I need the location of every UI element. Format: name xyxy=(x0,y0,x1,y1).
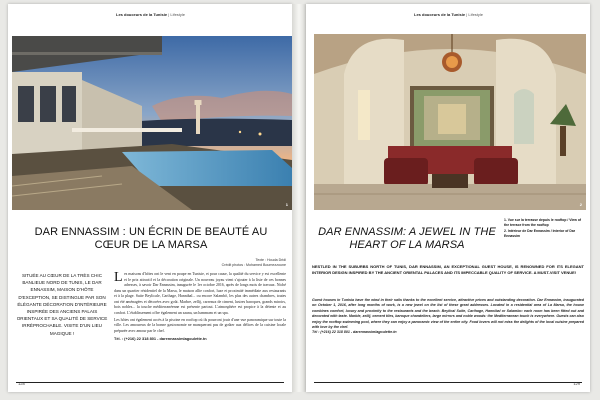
footer-rule xyxy=(314,382,582,383)
page-number-right: 129 xyxy=(573,381,580,386)
running-head-section: Les douceurs de la Tunisie xyxy=(414,12,466,17)
article-title-fr xyxy=(20,226,282,252)
figure-number: 2 xyxy=(579,202,582,207)
running-head-rubric: | Lifestyle xyxy=(466,12,484,17)
title-line-1: DAR ENNASSIM : UN ÉCRIN DE BEAUTÉ AU xyxy=(34,226,268,238)
title-line-2: CŒUR DE LA MARSA xyxy=(94,239,208,251)
body-text-fr xyxy=(114,272,286,343)
title-line-2: HEART OF LA MARSA xyxy=(349,239,465,251)
contact-line: Tél. : (+216) 22 318 801 - darennassimlagoulette.tn xyxy=(114,335,207,341)
interior-salon-photo xyxy=(314,34,586,210)
running-head-rubric: | Lifestyle xyxy=(168,12,186,17)
byline-photo: Crédit photos : Mohamed Boumezzoune xyxy=(221,263,286,267)
photo-captions xyxy=(504,218,584,240)
drop-cap: L xyxy=(114,270,123,285)
body-text-en xyxy=(312,298,584,336)
body-paragraph-1: es maisons d'hôtes ont le vent en poupe en Tunisie, et pour cause, la qualité du service y est excellente et le prix attractif et la décoration originale. Un nouveau joyau vient s'ajouter à la liste de ces bonnes adresses, à savoir Dar Ennassim, inaugurée le 1er octobre 2016, après de longs mois de travaux. Niché dans un quartier résidentiel de la Marsa, le maison allie confort, luxe et proximité immédiate aux restaurants et à la plage. Suite Beylicale, Carthage, Hannibal... ou encore Salambô, les plus des autres chambres, toutes ont été aménagées et décorées avec goût. Marbre, zellij, carreaux de ciment, lustres baroques, grands miroirs, bois nobles... la touche méditerranéenne est présente partout. L'atmosphère est propice à la détente et au confort. L'établissement offre également un sauna, un hammam et un spa. xyxy=(114,272,286,315)
lead-paragraph-en: NESTLED IN THE SUBURBS NORTH OF TUNIS, DAR ENNASSIM, AN EXCEPTIONAL GUEST HOUSE, IS RENOWNED FOR ITS ELEGANT INTERIOR DESIGN INSPIRED BY THE ANCIENT ORIENTAL PALACES AND ITS IMPECCABLE QUALITY OF SERVICE. A MUST-VISIT VENUE! xyxy=(312,264,584,276)
footer-rule xyxy=(16,382,284,383)
caption-2: 2. Intérieur de Dar Ennassim / Interior of Dar Ennassim xyxy=(504,229,576,238)
running-head-right xyxy=(414,12,483,17)
running-head-left xyxy=(116,12,185,17)
lead-paragraph-fr: SITUÉE AU CŒUR DE LA TRÈS CHIC BANLIEUE NORD DE TUNIS, LE DAR ENNASSIM, MAISON D'HÔTE D'EXCEPTION, SE DISTINGUE PAR SON ÉLÉGANTE DÉCORATION D'INTÉRIEURE INSPIRÉE DES ANCIENS PALAIS ORIENTAUX ET SA QUALITÉ DE SERVICE IRRÉPROCHABLE. VISITE D'UN LIEU MAGIQUE ! xyxy=(16,273,108,336)
figure-number: 1 xyxy=(285,202,288,207)
byline-text: Texte : Houda Dridi xyxy=(255,258,286,262)
contact-line: Tél : (+216) 22 318 801 - darennassimlagoulette.tn xyxy=(312,330,397,335)
body-paragraph-2: Les hôtes ont également accès à la piscine en rooftop où ils pourront jouir d'une vue panoramique sur toute la ville. Les amoureux de la bonne gastronomie ne manqueront pas de goûter aux délices de la cuisine locale préparée avec amour par le chef. xyxy=(114,317,286,333)
article-title-en xyxy=(312,226,502,252)
left-page xyxy=(8,4,292,392)
byline xyxy=(158,258,286,268)
title-line-1: DAR ENNASSIM: A JEWEL IN THE xyxy=(318,226,496,238)
caption-1: 1. Vue sur la terrasse depuis le rooftop / View of the terrace from the rooftop xyxy=(504,218,582,227)
body-paragraph: Guest houses in Tunisia have the wind in their sails thanks to the excellent service, attractive prices and outstanding decoration. Dar Ennassim, inaugurated on October 1, 2016, after long months of work, is a new jewel on the list of these great addresses. Located in a residential area of La Marsa, the house combines comfort, luxury and proximity to the restaurants and the beach. Beylical Suite, Carthage, Hannibal or Salambo: each room has been fitted out and decorated with taste. Marble, zellij, cement tiles, baroque chandeliers, large mirrors and noble woods: the Mediterranean touch is everywhere. Guests can also enjoy the rooftop swimming pool, where they can enjoy a panoramic view of the entire city. Food lovers will not miss the delights of the local cuisine prepared with love by the chef. xyxy=(312,298,584,330)
spine-gutter xyxy=(292,4,306,392)
right-page xyxy=(306,4,590,392)
running-head-section: Les douceurs de la Tunisie xyxy=(116,12,168,17)
page-number-left: 128 xyxy=(18,381,25,386)
rooftop-terrace-photo xyxy=(12,36,292,210)
